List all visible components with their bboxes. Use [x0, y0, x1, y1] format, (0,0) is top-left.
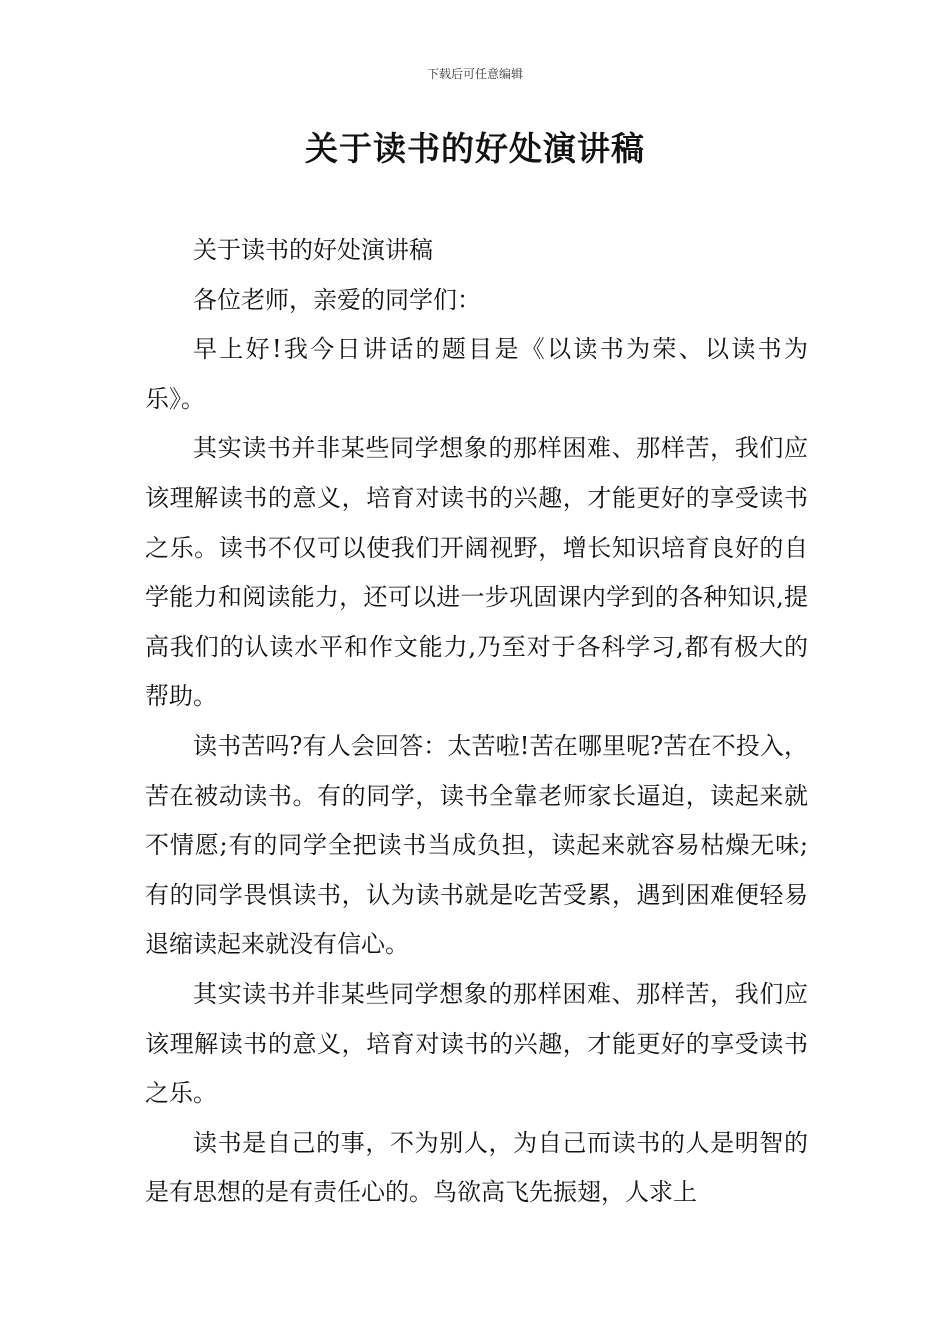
paragraph-benefits: 其实读书并非某些同学想象的那样困难、那样苦，我们应该理解读书的意义，培育对读书的兴趣，才能更好的享受读书之乐。读书不仅可以使我们开阔视野，增长知识培育良好的自学能力和阅读能力，还可以进一步巩固课内学到的各种知识,提高我们的认读水平和作文能力,乃至对于各科学习,都有极大的帮助。 — [145, 434, 808, 711]
header-note: 下载后可任意编辑 — [426, 67, 523, 81]
paragraph-understanding: 其实读书并非某些同学想象的那样困难、那样苦，我们应该理解读书的意义，培育对读书的兴趣，才能更好的享受读书之乐。 — [145, 979, 808, 1108]
paragraph-hardship: 读书苦吗?有人会回答：太苦啦!苦在哪里呢?苦在不投入，苦在被动读书。有的同学，读书全靠老师家长逼迫，读起来就不情愿;有的同学全把读书当成负担，读起来就容易枯燥无味;有的同学畏惧读书，认为读书就是吃苦受累，遇到困难便轻易退缩读起来就没有信心。 — [145, 731, 808, 959]
document-title: 关于读书的好处演讲稿 — [305, 129, 645, 168]
paragraph-subtitle: 关于读书的好处演讲稿 — [193, 236, 433, 264]
document-body — [145, 226, 808, 1218]
paragraph-topic: 早上好!我今日讲话的题目是《以读书为荣、以读书为乐》。 — [145, 335, 808, 413]
paragraph-greeting: 各位老师，亲爱的同学们： — [193, 285, 481, 314]
paragraph-self-reading: 读书是自己的事，不为别人，为自己而读书的人是明智的是有思想的是有责任心的。鸟欲高飞先振翅，人求上 — [145, 1128, 808, 1207]
